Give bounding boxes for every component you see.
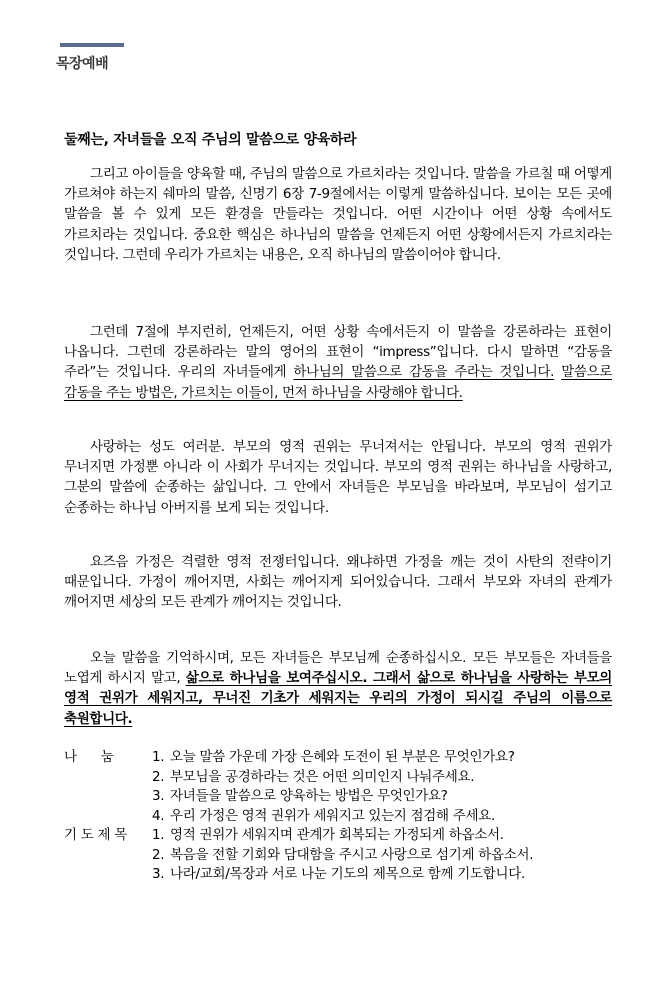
sharing-item-text: 오늘 말씀 가운데 가장 은혜와 도전이 된 부분은 무엇인가요? (170, 749, 515, 765)
sharing-item (152, 807, 632, 827)
prayer-item-text: 영적 권위가 세워지며 관계가 회복되는 가정되게 하옵소서. (170, 827, 504, 843)
paragraph-2 (64, 322, 612, 403)
prayer-item-number: 2. (152, 846, 165, 863)
prayer-item-number: 1. (152, 827, 165, 843)
prayer-item-number: 3. (152, 866, 165, 882)
paragraph-2-underline-2: 말씀으로 감동을 주는 방법은, 가르치는 이들이, 먼저 하나님을 사랑해야 합니다. (64, 364, 612, 401)
sharing-item-number: 3. (152, 788, 165, 804)
paragraph-2-text: 그런데 7절에 부지런히, 언제든지, 어떤 상황 속에서든지 이 말씀을 강론하라는 표현이 나옵니다. 그런데 강론하라는 말의 영어의 표현이 “impress”입니다. 다시 말하면 “감동을 주라”는 것입니다. 우리의 자녀들에게 (64, 324, 612, 381)
sharing-label: 나 눔 (64, 749, 114, 765)
sharing-item-number: 2. (152, 768, 165, 785)
sharing-item (152, 748, 632, 768)
prayer-item-text: 복음을 전할 기회와 담대함을 주시고 사랑으로 섬기게 하옵소서. (170, 846, 534, 863)
prayer-item (152, 865, 632, 885)
section-title: 둘째는, 자녀들을 오직 주님의 말씀으로 양육하라 (64, 132, 357, 148)
paragraph-2-underline-1: 하나님의 말씀으로 감동을 주라는 것입니다. (293, 364, 555, 381)
paragraph-5-emphasis: 삶으로 하나님을 보여주십시오. 그래서 삶으로 하나님을 사랑하는 부모의 영적 권위가 세워지고, 무너진 기초가 세워지는 우리의 가정이 되시길 주님의 이름으로 축원합니다. (64, 670, 612, 727)
paragraph-3: 사랑하는 성도 여러분. 부모의 영적 권위는 무너져서는 안됩니다. 부모의 영적 권위가 무너지면 가정뿐 아니라 이 사회가 무너지는 것입니다. 부모의 영적 권위는 하나님을 사랑하고, 그분의 말씀에 순종하는 삶입니다. 그 안에서 자녀들은 부모님을 바라보며, 부모님이 섬기고 순종하는 하나님 아버지를 보게 되는 것입니다. (64, 439, 612, 516)
sharing-item-text: 우리 가정은 영적 권위가 세워지고 있는지 점검해 주세요. (170, 807, 495, 824)
sharing-item-text: 자녀들을 말씀으로 양육하는 방법은 무엇인가요? (170, 788, 448, 804)
prayer-list (152, 826, 632, 885)
sharing-item-number: 4. (152, 807, 165, 824)
paragraph-1: 그리고 아이들을 양육할 때, 주님의 말씀으로 가르치라는 것입니다. 말씀을 가르칠 때 어떻게 가르쳐야 하는지 쉐마의 말씀, 신명기 6장 7-9절에서는 이렇게 말씀하십니다. 보이는 모든 곳에 말씀을 볼 수 있게 모든 환경을 만들라는 것입니다. 어떤 시간이나 어떤 상황 속에서도 가르치라는 것입니다. 중요한 핵심은 하나님의 말씀을 언제든지 어떤 상황에서든지 가르치라는 것입니다. 그런데 우리가 가르치는 내용은, 오직 하나님의 말씀이어야 합니다. (64, 166, 612, 263)
header-accent-bar (60, 43, 124, 47)
sharing-item (152, 768, 632, 788)
paragraph-4: 요즈음 가정은 격렬한 영적 전쟁터입니다. 왜냐하면 가정을 깨는 것이 사탄의 전략이기 때문입니다. 가정이 깨어지면, 사회는 깨어지게 되어있습니다. 그래서 부모와 자녀의 관계가 깨어지면 세상의 모든 관계가 깨어지는 것입니다. (64, 554, 612, 611)
prayer-item (152, 846, 632, 866)
paragraph-5 (64, 648, 612, 729)
sharing-list (152, 748, 632, 826)
sharing-item-number: 1. (152, 749, 165, 765)
prayer-item-text: 나라/교회/목장과 서로 나눈 기도의 제목으로 함께 기도합니다. (170, 866, 525, 882)
page-header-title: 목장예배 (56, 56, 109, 72)
prayer-item (152, 826, 632, 846)
paragraph-5-text: 오늘 말씀을 기억하시며, 모든 자녀들은 부모님께 순종하십시오. 모든 부모들은 자녀들을 노엽게 하시지 말고, (64, 650, 612, 687)
sharing-item (152, 787, 632, 807)
prayer-label: 기 도 제 목 (64, 827, 127, 843)
sharing-item-text: 부모님을 공경하라는 것은 어떤 의미인지 나눠주세요. (170, 768, 475, 785)
